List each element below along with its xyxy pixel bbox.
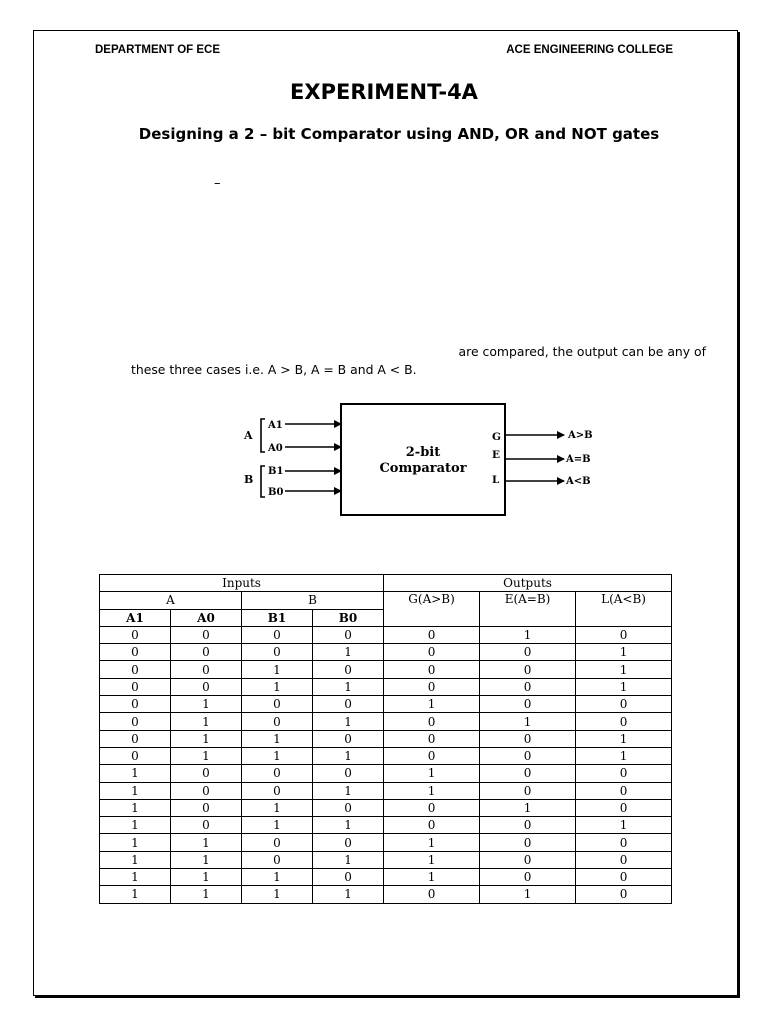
table-cell: 0: [576, 626, 672, 643]
table-cell: 0: [171, 782, 242, 799]
table-cell: 1: [100, 799, 171, 816]
header-a1: A1: [100, 609, 171, 626]
table-cell: 0: [480, 817, 576, 834]
table-cell: 0: [384, 817, 480, 834]
table-cell: 0: [384, 661, 480, 678]
table-cell: 1: [384, 782, 480, 799]
group-a-label: A: [244, 429, 253, 442]
table-cell: 0: [384, 730, 480, 747]
table-cell: 1: [171, 696, 242, 713]
table-cell: 0: [100, 644, 171, 661]
block-label-line1: 2-bit: [405, 445, 441, 460]
input-a1-label: A1: [268, 420, 283, 431]
input-a0-label: A0: [268, 443, 283, 454]
table-row: [100, 678, 672, 695]
table-cell: 1: [313, 851, 384, 868]
header-inputs: Inputs: [100, 575, 384, 592]
output-g-label: A>B: [568, 430, 593, 441]
header-b1: B1: [242, 609, 313, 626]
table-cell: 0: [242, 782, 313, 799]
table-cell: 1: [480, 626, 576, 643]
table-cell: 1: [171, 869, 242, 886]
table-cell: 0: [242, 834, 313, 851]
table-cell: 0: [384, 713, 480, 730]
table-cell: 1: [100, 765, 171, 782]
group-b-bracket: [261, 466, 265, 497]
table-cell: 0: [242, 765, 313, 782]
header-department: DEPARTMENT OF ECE: [95, 44, 221, 56]
table-cell: 1: [171, 886, 242, 903]
table-cell: 1: [313, 713, 384, 730]
table-cell: 0: [384, 678, 480, 695]
table-cell: 0: [384, 886, 480, 903]
table-cell: 1: [242, 799, 313, 816]
table-cell: 0: [480, 869, 576, 886]
table-cell: 1: [100, 869, 171, 886]
table-cell: 0: [242, 696, 313, 713]
table-cell: 0: [480, 834, 576, 851]
header-b0: B0: [313, 609, 384, 626]
table-cell: 0: [384, 644, 480, 661]
header-g: G(A>B): [384, 592, 480, 627]
table-row: [100, 799, 672, 816]
table-cell: 0: [171, 678, 242, 695]
table-cell: 1: [576, 678, 672, 695]
table-cell: 0: [242, 644, 313, 661]
table-cell: 1: [100, 834, 171, 851]
header-a: A: [100, 592, 242, 609]
group-a-bracket: [261, 419, 265, 452]
table-cell: 1: [171, 851, 242, 868]
table-cell: 0: [480, 782, 576, 799]
header-college: ACE ENGINEERING COLLEGE: [506, 44, 673, 56]
output-e-label: A=B: [566, 454, 591, 465]
table-cell: 0: [242, 626, 313, 643]
table-row: [100, 713, 672, 730]
table-row: [100, 765, 672, 782]
table-row: [100, 834, 672, 851]
port-l-label: L: [492, 474, 500, 486]
table-cell: 1: [171, 834, 242, 851]
header-e: E(A=B): [480, 592, 576, 627]
table-cell: 1: [576, 730, 672, 747]
table-row: [100, 817, 672, 834]
table-cell: 1: [100, 886, 171, 903]
table-cell: 0: [313, 869, 384, 886]
table-cell: 0: [576, 851, 672, 868]
table-row: [100, 851, 672, 868]
table-cell: 1: [384, 851, 480, 868]
table-cell: 0: [576, 869, 672, 886]
truth-table: [99, 574, 672, 904]
table-cell: 0: [171, 799, 242, 816]
comparator-block-diagram: [235, 400, 595, 520]
table-cell: 0: [171, 817, 242, 834]
table-cell: 1: [313, 678, 384, 695]
table-cell: 1: [242, 869, 313, 886]
table-cell: 1: [480, 886, 576, 903]
table-cell: 0: [313, 765, 384, 782]
paragraph-line-2: these three cases i.e. A > B, A = B and A < B.: [131, 362, 417, 377]
table-cell: 0: [100, 730, 171, 747]
block-label-line2: Comparator: [379, 461, 467, 476]
table-row: [100, 730, 672, 747]
table-cell: 0: [100, 713, 171, 730]
table-cell: 0: [384, 799, 480, 816]
table-cell: 0: [576, 799, 672, 816]
header-a0: A0: [171, 609, 242, 626]
table-cell: 0: [313, 730, 384, 747]
table-cell: 0: [313, 696, 384, 713]
table-cell: 0: [576, 782, 672, 799]
table-cell: 1: [480, 799, 576, 816]
table-row: [100, 644, 672, 661]
table-cell: 1: [242, 661, 313, 678]
table-cell: 0: [242, 851, 313, 868]
header-b: B: [242, 592, 384, 609]
table-cell: 1: [576, 644, 672, 661]
table-cell: 0: [480, 730, 576, 747]
table-cell: 1: [313, 644, 384, 661]
group-b-label: B: [244, 473, 254, 486]
table-cell: 0: [480, 851, 576, 868]
table-row: [100, 626, 672, 643]
table-cell: 0: [313, 626, 384, 643]
text-fragment-dash: –: [214, 176, 221, 191]
table-cell: 0: [576, 834, 672, 851]
table-cell: 0: [480, 644, 576, 661]
table-cell: 1: [313, 747, 384, 764]
table-cell: 0: [480, 661, 576, 678]
page-subtitle: Designing a 2 – bit Comparator using AND, OR and NOT gates: [138, 125, 660, 143]
table-cell: 0: [313, 799, 384, 816]
table-cell: 0: [384, 626, 480, 643]
table-cell: 0: [171, 661, 242, 678]
table-cell: 1: [242, 678, 313, 695]
table-row: [100, 782, 672, 799]
table-cell: 1: [171, 713, 242, 730]
table-cell: 1: [242, 730, 313, 747]
table-cell: 0: [171, 765, 242, 782]
table-cell: 1: [100, 817, 171, 834]
page-title: EXPERIMENT-4A: [290, 80, 478, 104]
header-l: L(A<B): [576, 592, 672, 627]
table-cell: 0: [313, 661, 384, 678]
table-cell: 0: [480, 696, 576, 713]
table-cell: 1: [313, 782, 384, 799]
port-e-label: E: [492, 449, 501, 461]
table-row: [100, 747, 672, 764]
table-cell: 1: [171, 730, 242, 747]
table-cell: 0: [313, 834, 384, 851]
table-cell: 1: [384, 696, 480, 713]
paragraph-line-1: are compared, the output can be any of: [458, 344, 706, 359]
table-cell: 1: [100, 782, 171, 799]
table-cell: 0: [480, 765, 576, 782]
table-cell: 0: [480, 747, 576, 764]
table-cell: 0: [100, 747, 171, 764]
table-cell: 0: [100, 678, 171, 695]
table-cell: 0: [480, 678, 576, 695]
table-row: [100, 661, 672, 678]
table-cell: 0: [100, 626, 171, 643]
table-cell: 1: [576, 661, 672, 678]
table-cell: 1: [313, 817, 384, 834]
table-cell: 1: [384, 834, 480, 851]
table-row: [100, 886, 672, 903]
input-b1-label: B1: [268, 466, 284, 477]
table-cell: 1: [576, 747, 672, 764]
table-group-header-row: [100, 575, 672, 592]
table-cell: 1: [242, 886, 313, 903]
table-cell: 0: [171, 626, 242, 643]
table-cell: 0: [576, 886, 672, 903]
table-cell: 1: [242, 747, 313, 764]
table-cell: 1: [100, 851, 171, 868]
table-cell: 1: [171, 747, 242, 764]
table-row: [100, 869, 672, 886]
table-cell: 0: [384, 747, 480, 764]
table-cell: 1: [384, 765, 480, 782]
table-subgroup-header-row: [100, 592, 672, 609]
table-cell: 0: [242, 713, 313, 730]
table-cell: 0: [100, 696, 171, 713]
output-l-label: A<B: [566, 476, 591, 487]
table-cell: 1: [242, 817, 313, 834]
table-row: [100, 696, 672, 713]
header-outputs: Outputs: [384, 575, 672, 592]
truth-table-body: [100, 626, 672, 903]
table-cell: 1: [384, 869, 480, 886]
table-cell: 1: [313, 886, 384, 903]
table-cell: 0: [576, 713, 672, 730]
port-g-label: G: [492, 431, 501, 443]
table-cell: 0: [576, 765, 672, 782]
table-cell: 1: [576, 817, 672, 834]
table-cell: 0: [171, 644, 242, 661]
input-b0-label: B0: [268, 487, 284, 498]
table-cell: 0: [576, 696, 672, 713]
table-cell: 1: [480, 713, 576, 730]
table-cell: 0: [100, 661, 171, 678]
